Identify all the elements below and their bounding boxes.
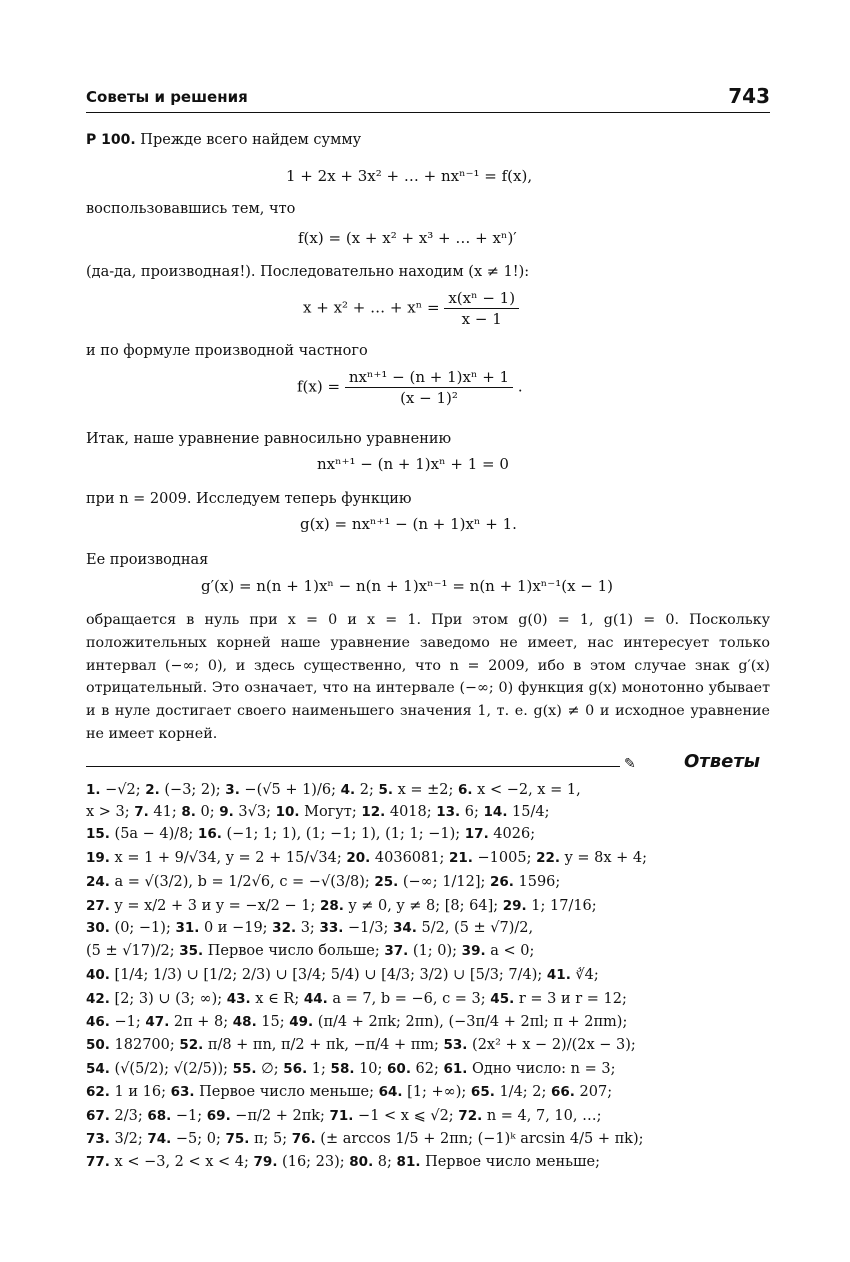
answer-number: 52. (179, 1037, 204, 1053)
answer-number: 24. (86, 874, 110, 890)
answer-number: 69. (206, 1108, 231, 1124)
answer-number: 22. (536, 850, 560, 866)
answer-line: 77. x < −3, 2 < x < 4; 79. (16; 23); 80. 8; 81. Первое число меньше; (86, 1154, 600, 1170)
answer-number: 63. (170, 1084, 195, 1100)
answer-line: 27. y = x/2 + 3 и y = −x/2 − 1; 28. y ≠ 0, y ≠ 8; [8; 64]; 29. 1; 17/16; (86, 898, 597, 914)
answer-number: 16. (197, 826, 222, 842)
fraction-denominator: x − 1 (461, 310, 502, 328)
equation-g-of-x: g(x) = nxⁿ⁺¹ − (n + 1)xⁿ + 1. (300, 515, 517, 533)
answer-line: 19. x = 1 + 9/√34, y = 2 + 15/√34; 20. 4036081; 21. −1005; 22. y = 8x + 4; (86, 850, 648, 866)
answer-line: 40. [1/4; 1/3) ∪ [1/2; 2/3) ∪ [3/4; 5/4) ∪ [4/3; 3/2) ∪ [5/3; 7/4); 41. ∛4; (86, 967, 599, 983)
page-number: 743 (728, 84, 770, 108)
equation-sum: 1 + 2x + 3x² + … + nxⁿ⁻¹ = f(x), (286, 167, 533, 185)
answer-number: 66. (551, 1084, 575, 1100)
answer-number: 54. (86, 1061, 110, 1077)
answer-number: 10. (275, 804, 300, 820)
answer-number: 15. (86, 826, 110, 842)
answer-number: 13. (436, 804, 461, 820)
answer-number: 77. (86, 1154, 110, 1170)
answer-number: 53. (443, 1037, 468, 1053)
answer-number: 4. (340, 782, 356, 798)
answer-number: 73. (86, 1131, 110, 1147)
equation-geometric-sum (303, 289, 519, 328)
answer-number: 49. (289, 1014, 314, 1030)
answer-number: 56. (283, 1061, 308, 1077)
text-quotient-rule: и по формуле производной частного (86, 343, 368, 359)
answer-line: 24. a = √(3/2), b = 1/2√6, c = −√(3/8); 25. (−∞; 1/12]; 26. 1596; (86, 874, 561, 890)
text-its-derivative: Ее производная (86, 552, 209, 568)
answer-line: 30. (0; −1); 31. 0 и −19; 32. 3; 33. −1/3; 34. 5/2, (5 ± √7)/2, (86, 920, 534, 936)
text-using: воспользовавшись тем, что (86, 201, 296, 217)
answer-number: 12. (361, 804, 386, 820)
answer-number: 76. (291, 1131, 316, 1147)
answer-number: 39. (461, 943, 486, 959)
equation-period: . (517, 377, 523, 396)
conclusion-paragraph: обращается в нуль при x = 0 и x = 1. При этом g(0) = 1, g(1) = 0. Поскольку положительных корней наше уравнение заведомо не имеет, нас интересует только интервал (−∞; 0), и здесь существенно, что n = 2009, ибо в этом случае знак g′(x) отрицательный. Это означает, что на интервале (−∞; 0) функция g(x) монотонно убывает и в нуле достигает своего наименьшего значения 1, т. е. g(x) ≠ 0 и исходное уравнение не имеет корней. (86, 612, 770, 742)
answer-number: 14. (483, 804, 508, 820)
answer-line: 42. [2; 3) ∪ (3; ∞); 43. x ∈ R; 44. a = 7, b = −6, c = 3; 45. r = 3 и r = 12; (86, 991, 627, 1007)
answer-number: 68. (147, 1108, 172, 1124)
answer-number: 79. (253, 1154, 278, 1170)
answer-number: 34. (392, 920, 417, 936)
answer-number: 1. (86, 782, 101, 798)
answer-number: 5. (378, 782, 393, 798)
answer-number: 80. (349, 1154, 374, 1170)
answer-number: 40. (86, 967, 110, 983)
answer-number: 17. (464, 826, 489, 842)
answer-number: 60. (387, 1061, 411, 1077)
intro-text: Прежде всего найдем сумму (140, 132, 362, 148)
answer-number: 27. (86, 898, 110, 914)
answer-number: 72. (458, 1108, 483, 1124)
answer-number: 81. (396, 1154, 421, 1170)
answer-number: 75. (225, 1131, 250, 1147)
answer-number: 29. (502, 898, 527, 914)
answer-number: 61. (443, 1061, 468, 1077)
answer-number: 3. (225, 782, 240, 798)
answer-line: x > 3; 7. 41; 8. 0; 9. 3√3; 10. Могут; 12. 4018; 13. 6; 14. 15/4; (86, 804, 550, 820)
answer-line: 62. 1 и 16; 63. Первое число меньше; 64. [1; +∞); 65. 1/4; 2; 66. 207; (86, 1084, 613, 1100)
answer-number: 6. (458, 782, 473, 798)
answer-line: (5 ± √17)/2; 35. Первое число больше; 37. (1; 0); 39. a < 0; (86, 943, 535, 959)
fraction-numerator: nxⁿ⁺¹ − (n + 1)xⁿ + 1 (345, 368, 513, 388)
text-find-sequentially: (да-да, производная!). Последовательно находим (x ≠ 1!): (86, 264, 530, 280)
text-investigate: при n = 2009. Исследуем теперь функцию (86, 491, 412, 507)
answer-number: 25. (374, 874, 399, 890)
answer-number: 8. (181, 804, 196, 820)
f-of-x-left: f(x) = (297, 377, 341, 396)
text-equivalent: Итак, наше уравнение равносильно уравнению (86, 431, 452, 447)
answer-number: 58. (330, 1061, 355, 1077)
fraction-numerator: x(xⁿ − 1) (444, 289, 519, 309)
answer-number: 64. (378, 1084, 403, 1100)
section-title: Советы и решения (86, 88, 248, 106)
fraction-denominator: (x − 1)² (400, 389, 458, 407)
geometric-sum-fraction (444, 289, 519, 328)
answers-title: Ответы (684, 751, 761, 772)
answer-number: 42. (86, 991, 110, 1007)
answer-number: 21. (448, 850, 473, 866)
answer-number: 28. (319, 898, 344, 914)
answer-number: 50. (86, 1037, 110, 1053)
answer-line: 1. −√2; 2. (−3; 2); 3. −(√5 + 1)/6; 4. 2; 5. x = ±2; 6. x < −2, x = 1, (86, 782, 581, 798)
running-header (86, 84, 770, 113)
answer-line: 15. (5a − 4)/8; 16. (−1; 1; 1), (1; −1; 1), (1; 1; −1); 17. 4026; (86, 826, 536, 842)
answer-number: 37. (384, 943, 409, 959)
answer-line: 46. −1; 47. 2π + 8; 48. 15; 49. (π/4 + 2πk; 2πn), (−3π/4 + 2πl; π + 2πm); (86, 1014, 628, 1030)
answer-line: 67. 2/3; 68. −1; 69. −π/2 + 2πk; 71. −1 < x ⩽ √2; 72. n = 4, 7, 10, …; (86, 1108, 602, 1124)
geometric-sum-left: x + x² + … + xⁿ = (303, 298, 440, 317)
answer-line: 50. 182700; 52. π/8 + πn, π/2 + πk, −π/4 + πm; 53. (2x² + x − 2)/(2x − 3); (86, 1037, 636, 1053)
answer-number: 31. (175, 920, 200, 936)
answer-number: 41. (546, 967, 571, 983)
answer-line: 73. 3/2; 74. −5; 0; 75. π; 5; 76. (± arccos 1/5 + 2πn; (−1)ᵏ arcsin 4/5 + πk); (86, 1131, 644, 1147)
answer-line: 54. (√(5/2); √(2/5)); 55. ∅; 56. 1; 58. 10; 60. 62; 61. Одно число: n = 3; (86, 1061, 616, 1077)
answer-number: 9. (219, 804, 234, 820)
answer-number: 7. (134, 804, 149, 820)
answer-number: 55. (232, 1061, 257, 1077)
answer-number: 19. (86, 850, 110, 866)
answer-number: 26. (489, 874, 514, 890)
answer-number: 33. (319, 920, 344, 936)
answer-number: 43. (226, 991, 251, 1007)
answer-number: 62. (86, 1084, 110, 1100)
answer-number: 32. (272, 920, 297, 936)
answer-number: 74. (147, 1131, 172, 1147)
f-of-x-fraction (345, 368, 513, 407)
answer-number: 47. (145, 1014, 170, 1030)
equation-derivative-sum: f(x) = (x + x² + x³ + … + xⁿ)′ (298, 229, 517, 247)
answer-number: 45. (490, 991, 515, 1007)
answer-number: 71. (329, 1108, 354, 1124)
answers-rule (86, 766, 620, 767)
problem-intro (86, 129, 770, 151)
answer-number: 48. (232, 1014, 257, 1030)
answer-number: 2. (145, 782, 160, 798)
answer-number: 44. (303, 991, 328, 1007)
equation-main: nxⁿ⁺¹ − (n + 1)xⁿ + 1 = 0 (317, 455, 509, 473)
equation-f-of-x (297, 368, 523, 407)
answer-number: 67. (86, 1108, 110, 1124)
pencil-icon: ✎ (624, 756, 636, 772)
problem-label: P 100. (86, 132, 136, 148)
answer-number: 20. (346, 850, 371, 866)
answer-number: 30. (86, 920, 110, 936)
answer-number: 35. (179, 943, 204, 959)
answer-number: 46. (86, 1014, 110, 1030)
answer-number: 65. (470, 1084, 495, 1100)
equation-g-prime: g′(x) = n(n + 1)xⁿ − n(n + 1)xⁿ⁻¹ = n(n + 1)xⁿ⁻¹(x − 1) (201, 577, 614, 595)
